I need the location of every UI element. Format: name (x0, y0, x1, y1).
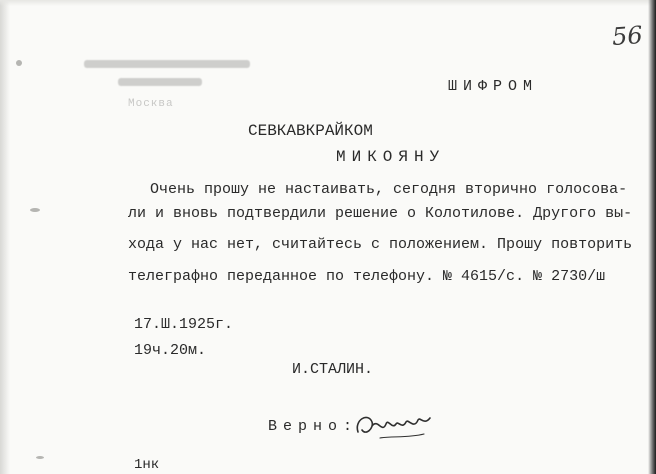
stamp-line-2 (118, 78, 202, 86)
paper-mark (30, 208, 40, 212)
handwritten-signature (352, 408, 432, 444)
paper-mark (36, 456, 44, 459)
certification-label: Верно: (268, 418, 359, 435)
faded-stamp (78, 56, 258, 112)
addressee-organization: СЕВКАВКРАЙКОМ (248, 122, 373, 140)
body-line-2: ли и вновь подтвердили решение о Колотилове. Другого вы- (128, 205, 633, 222)
body-line-3: хода у нас нет, считайтесь с положением. Прошу повторить (128, 236, 633, 253)
page-left-shadow (0, 0, 10, 474)
copies-note: 1нк (134, 457, 160, 473)
body-line-1: Очень прошу не настаивать, сегодня вторично голосова- (150, 181, 628, 198)
paper-mark (16, 60, 22, 66)
date: 17.Ш.1925г. (134, 316, 234, 333)
page-right-edge (648, 0, 656, 474)
signatory-name: И.СТАЛИН. (292, 361, 374, 378)
stamp-city: Москва (128, 98, 174, 110)
handwritten-sheet-number: 56 (611, 20, 644, 52)
time: 19ч.20м. (134, 342, 207, 359)
page-top-shadow (0, 0, 656, 6)
stamp-line-1 (84, 60, 250, 68)
transmission-mode: ШИФРОМ (448, 78, 539, 95)
body-line-4: телеграфно переданное по телефону. № 4615/с. № 2730/ш (128, 268, 606, 285)
addressee-person: МИКОЯНУ (336, 148, 446, 166)
